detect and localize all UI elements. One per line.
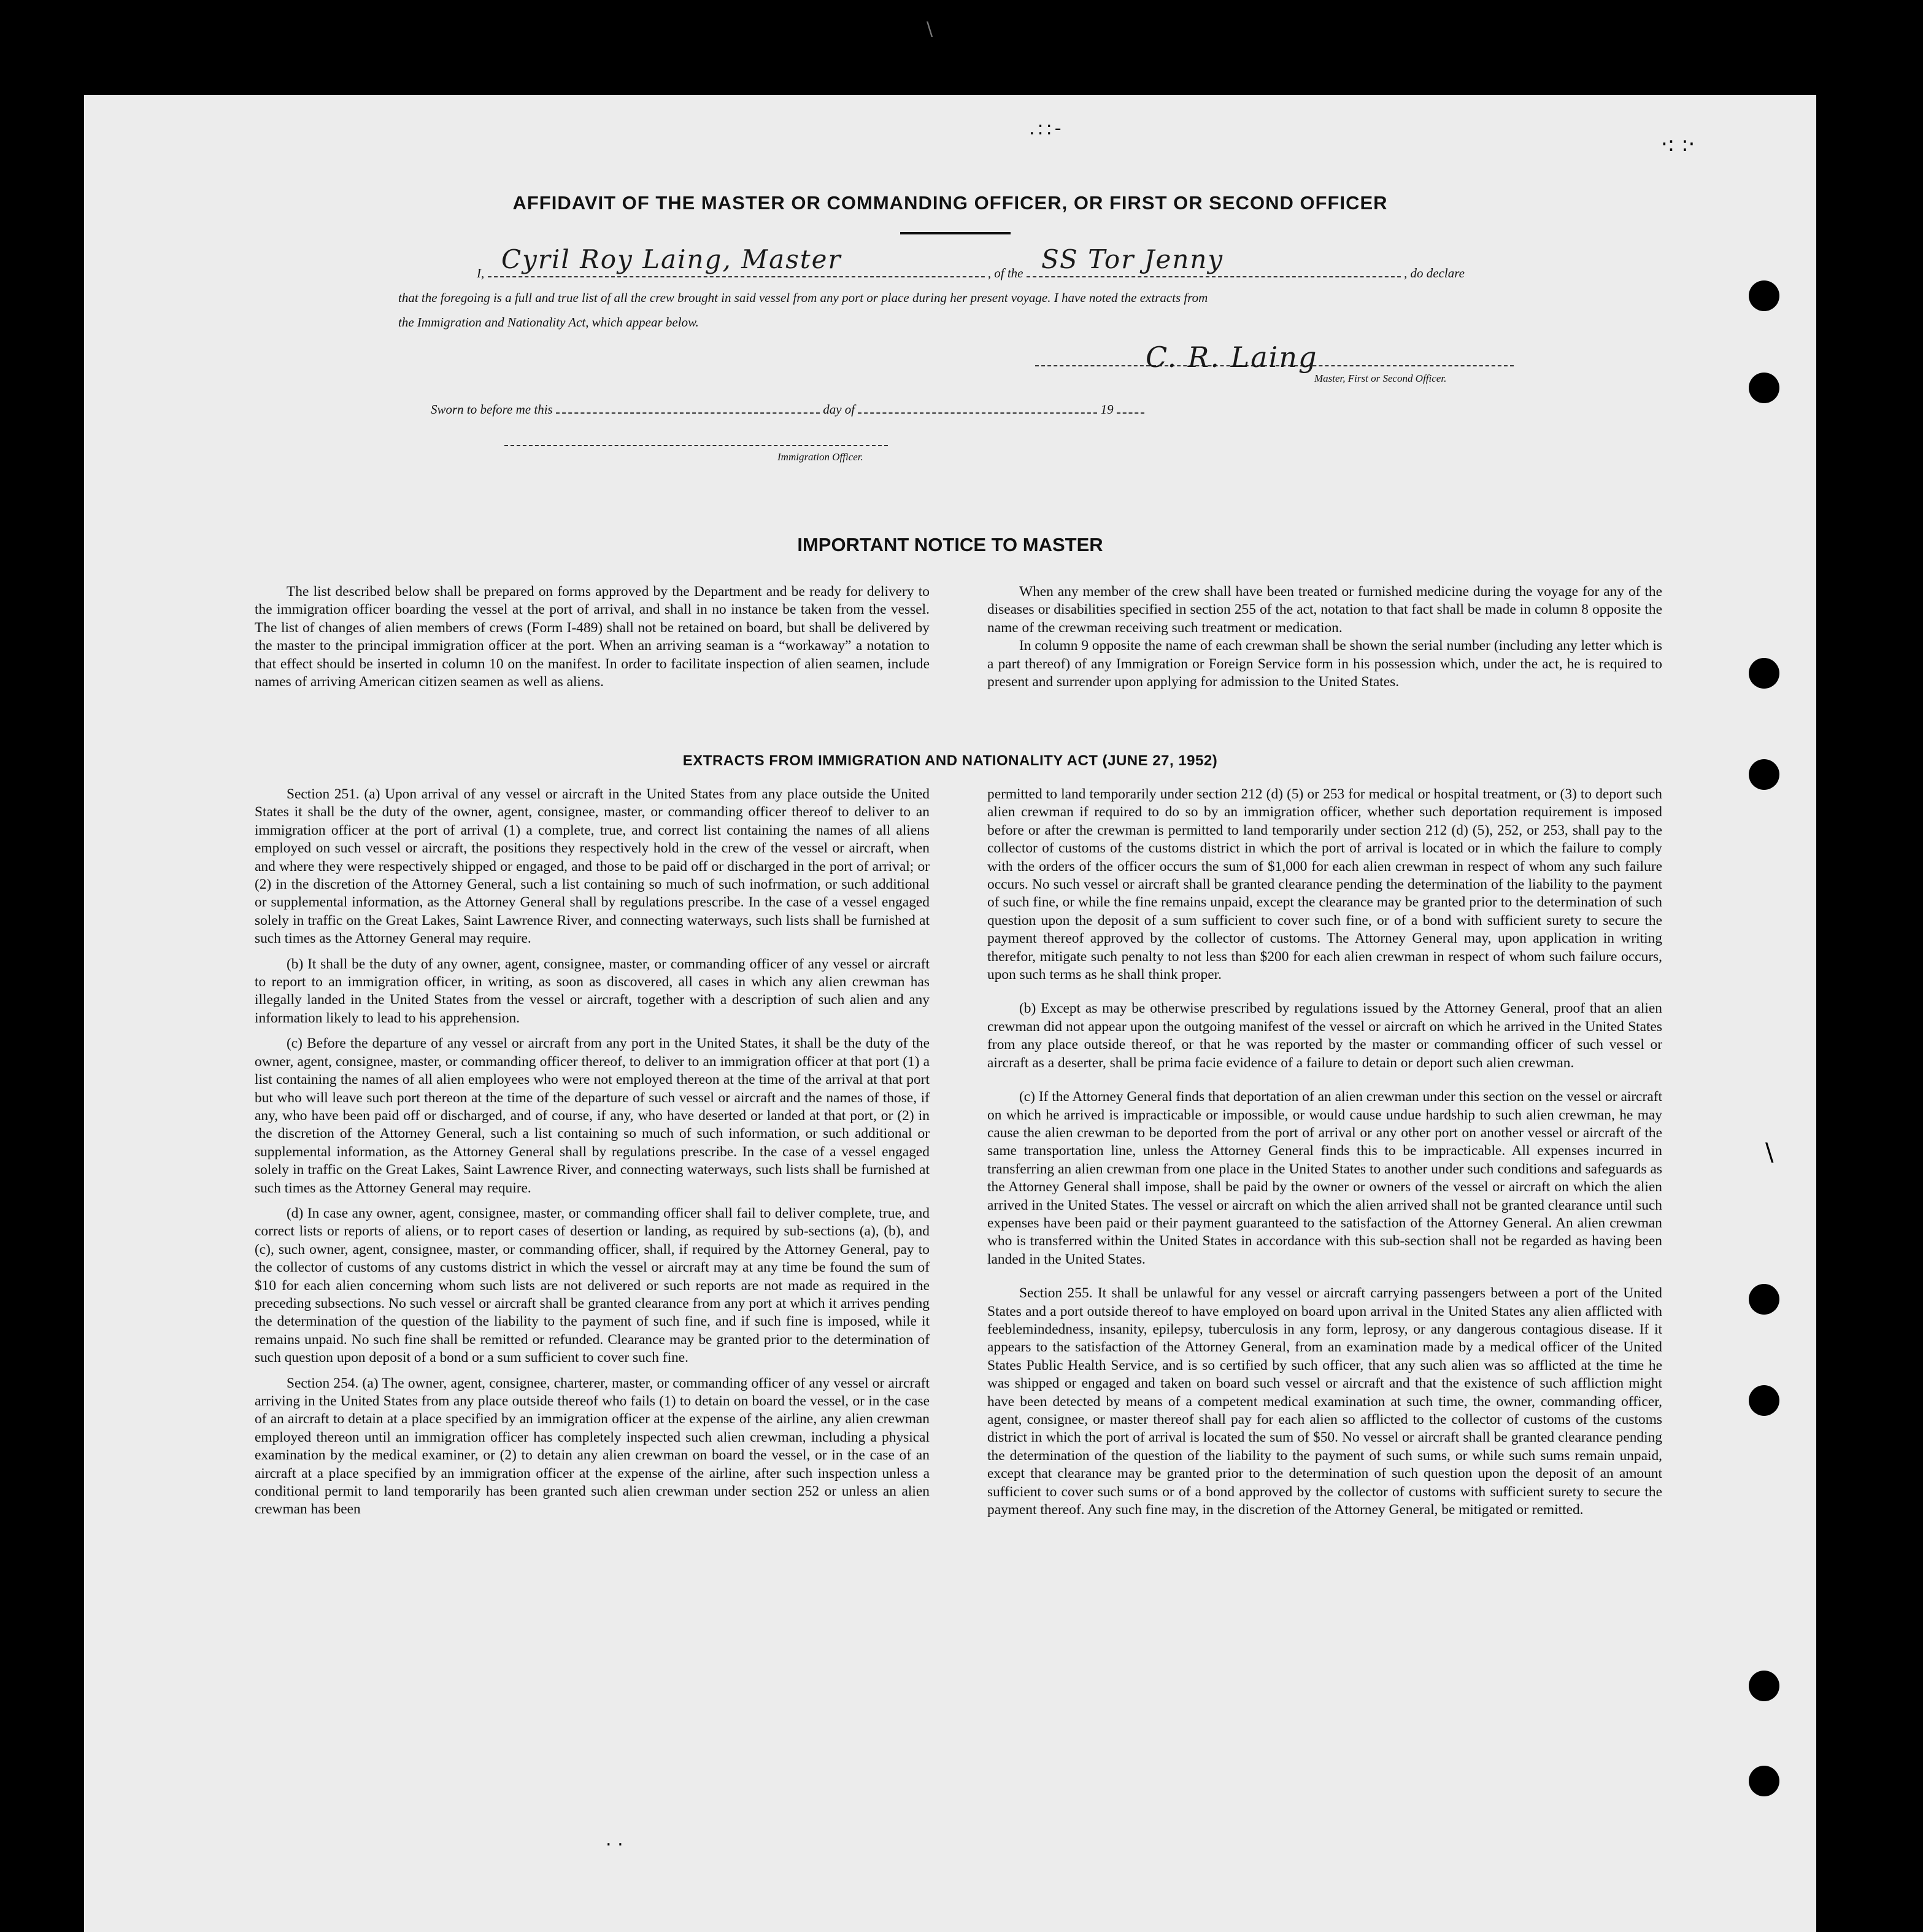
affidavit-line-2: that the foregoing is a full and true list of all the crew brought in said vessel from any port or place during her present voyage. I have noted the extracts from bbox=[398, 290, 1208, 305]
stray-mark: \ bbox=[927, 18, 933, 40]
notice-title: IMPORTANT NOTICE TO MASTER bbox=[797, 534, 1103, 555]
handwritten-master-name: Cyril Roy Laing, Master bbox=[501, 244, 842, 274]
punch-hole bbox=[1749, 1766, 1779, 1796]
extracts-left-column bbox=[255, 786, 930, 1519]
master-signature: C. R. Laing bbox=[1146, 341, 1318, 374]
extract-paragraph: Section 254. (a) The owner, agent, consignee, charterer, master, or commanding officer of any vessel or aircraft arriving in the United States from any place outside thereof who fails (1) to detain on board the vessel, or in the case of an aircraft to detain at a place specified by an immigration officer at the expense of the airline, any alien crewman employed thereon until an immigration officer has completely inspected such alien crewman, including a physical examination by the medical examiner, or (2) to detain any alien crewman on board the vessel, or in the case of an aircraft at a place specified by an immigration officer at the expense of the airline, after such inspection unless a conditional permit to land temporarily has been granted such alien crewman under section 252 or unless an alien crewman has been bbox=[255, 1375, 930, 1518]
notice-right-column bbox=[987, 583, 1662, 691]
extract-paragraph: (b) Except as may be otherwise prescribed by regulations issued by the Attorney General, proof that an alien crewman did not appear upon the outgoing manifest of the vessel or aircraft on which he arrived in the United States from any place outside thereof, or that he was reported by the master or commanding officer of such vessel or aircraft as a deserter, shall be prima facie evidence of a failure to detain or deport such alien crewman. bbox=[987, 1000, 1662, 1071]
stray-mark: \ bbox=[1765, 1138, 1774, 1167]
punch-hole bbox=[1749, 280, 1779, 311]
document-page bbox=[84, 95, 1816, 1932]
notice-right-paragraph-1: When any member of the crew shall have been treated or furnished medicine during the voyage for any of the diseases or disabilities specified in section 255 of the act, notation to that fact shall be made in column 8 opposite the name of the crewman receiving such treatment or medication. bbox=[987, 584, 1662, 636]
extract-paragraph: (c) Before the departure of any vessel or aircraft from any port in the United States, it shall be the duty of the owner, agent, consignee, master, or commanding officer thereof, to deliver to an immigration officer at that port (1) a list containing the names of all alien employees who were not employed thereon at the time of the arrival at that port but who will leave such port thereon at the time of the departure of such vessel or aircraft and the names of those, if any, who have been paid off or discharged, and of course, if any, who have deserted or landed at that port, or (2) in the discretion of the Attorney General, such a list containing so much of such information, or such additional or supplemental information, as the Attorney General shall by regulations prescribe. In the case of a vessel engaged solely in traffic on the Great Lakes, Saint Lawrence River, and connecting waterways, such lists shall be furnished at such times as the Attorney General may require. bbox=[255, 1035, 930, 1196]
extracts-right-column bbox=[987, 786, 1662, 1519]
extract-paragraph: Section 251. (a) Upon arrival of any vessel or aircraft in the United States from any place outside the United States it shall be the duty of the owner, agent, consignee, master, or commanding officer thereof to deliver to an immigration officer at the port of arrival (1) a complete, true, and correct list containing the names of all aliens employed on such vessel or aircraft, the positions they respectively hold in the crew of the vessel or aircraft, when and where they were respectively shipped or engaged, and those to be paid off or discharged in the port of arrival; or (2) in the discretion of the Attorney General, such a list containing so much of such inofrmation, or such additional or supplemental information, as the Attorney General shall by regulations prescribe. In the case of a vessel engaged solely in traffic on the Great Lakes, Saint Lawrence River, and connecting waterways, such lists shall be furnished at such times as the Attorney General may require. bbox=[255, 786, 930, 947]
stray-mark: .::- bbox=[1029, 118, 1064, 139]
affidavit-line-1: I, , of the , do declare bbox=[477, 264, 1465, 281]
officer-caption: Immigration Officer. bbox=[777, 451, 863, 463]
officer-signature-line bbox=[504, 445, 888, 446]
stray-mark: . . bbox=[606, 1829, 623, 1850]
notice-right-paragraph-2: In column 9 opposite the name of each crewman shall be shown the serial number (including any letter which is a part thereof) of any Immigration or Foreign Service form in his possession which, under the act, he is required to present and surrender upon applying for admission to the United States. bbox=[987, 638, 1662, 690]
affidavit-title: AFFIDAVIT OF THE MASTER OR COMMANDING OFFICER, OR FIRST OR SECOND OFFICER bbox=[512, 192, 1388, 214]
signature-caption: Master, First or Second Officer. bbox=[1314, 373, 1447, 384]
extract-paragraph: (c) If the Attorney General finds that deportation of an alien crewman under this section on the vessel or aircraft on which he arrived is impracticable or impossible, or would cause undue hardship to such alien crewman, he may cause the alien crewman to be deported from the port of arrival or any other port on another vessel or aircraft of the same transportation line, unless the Attorney General finds this to be impracticable. All expenses incurred in transferring an alien crewman from one place in the United States to another under such conditions and safeguards as the Attorney General shall impose, shall be paid by the owner or owners of the vessel or aircraft on which the alien arrived in the United States. The vessel or aircraft on which the alien arrived shall not be granted clearance until such expenses have been paid or their payment guaranteed to the satisfaction of the Attorney General. An alien crewman who is transferred within the United States in accordance with this sub-section shall not be regarded as having been landed in the United States. bbox=[987, 1089, 1662, 1267]
stray-mark: ·: :· bbox=[1661, 132, 1695, 156]
affidavit-line-3: the Immigration and Nationality Act, which appear below. bbox=[398, 315, 699, 330]
punch-hole bbox=[1749, 658, 1779, 689]
notice-left-column bbox=[255, 583, 930, 691]
extract-paragraph: (d) In case any owner, agent, consignee, master, or commanding officer shall fail to deliver complete, true, and correct lists or reports of aliens, or to report cases of desertion or landing, as required by sub-sections (a), (b), and (c), such owner, agent, consignee, master, or commanding officer, shall, if required by the Attorney General, pay to the collector of customs of any customs district in which the vessel or aircraft may at any time be found the sum of $10 for each alien concerning whom such lists are not delivered or such reports are not made as required in the preceding subsections. No such vessel or aircraft shall be granted clearance from any port at which it arrives pending the determination of the question of the liability to the payment of such fine, and if such fine is imposed, while it remains unpaid. No such fine shall be remitted or refunded. Clearance may be granted prior to the determination of such question upon deposit of a bond or a sum sufficient to cover such fine. bbox=[255, 1205, 930, 1366]
extract-paragraph: Section 255. It shall be unlawful for any vessel or aircraft carrying passengers between a port of the United States and a port outside thereof to have employed on board upon arrival in the United States any alien afflicted with feeblemindedness, insanity, epilepsy, tuberculosis in any form, leprosy, or any dangerous contagious disease. If it appears to the satisfaction of the Attorney General, from an examination made by a medical officer of the United States Public Health Service, and is so certified by such officer, that any such alien was so afflicted at the time he was shipped or engaged and taken on board such vessel or aircraft and that the existence of such affliction might have been detected by means of a competent medical examination at such time, the owner, commanding officer, agent, consignee, or master thereof shall pay for each alien so afflicted to the collector of customs of the customs district in which the port of arrival is located the sum of $50. No vessel or aircraft shall be granted clearance pending the determination of the question of the liability to the payment of such sums, or while such sums remain unpaid, except that clearance may be granted prior to the determination of such question upon the deposit of an amount sufficient to cover such sums or of a bond approved by the collector of customs with sufficient surety to secure the payment thereof. Any such fine may, in the discretion of the Attorney General, be mitigated or remitted. bbox=[987, 1285, 1662, 1518]
handwritten-vessel-name: SS Tor Jenny bbox=[1041, 244, 1224, 274]
extracts-title: EXTRACTS FROM IMMIGRATION AND NATIONALITY ACT (JUNE 27, 1952) bbox=[682, 752, 1218, 769]
punch-hole bbox=[1749, 1385, 1779, 1416]
sworn-line: Sworn to before me this day of 19 bbox=[431, 400, 1144, 417]
notice-left-paragraph: The list described below shall be prepared on forms approved by the Department and be ready for delivery to the immigration officer boarding the vessel at the port of arrival, and shall in no instance be taken from the vessel. The list of changes of alien members of crews (Form I-489) shall not be retained on board, but shall be delivered by the master to the principal immigration officer at the port. When an arriving seaman is a “workaway” a notation to that effect should be inserted in column 10 on the manifest. In order to facilitate inspection of alien seamen, include names of arriving American citizen seamen as well as aliens. bbox=[255, 584, 930, 690]
punch-hole bbox=[1749, 1284, 1779, 1315]
extract-paragraph: permitted to land temporarily under section 212 (d) (5) or 253 for medical or hospital treatment, or (3) to deport such alien crewman if required to do so by an immigration officer, whether such deportation requirement is imposed before or after the crewman is permitted to land temporarily under section 212 (d) (5), 252, or 253, shall pay to the collector of customs of the customs district in which the port of arrival is located or in which the failure to comply with the orders of the officer occurs the sum of $1,000 for each alien crewman in respect of whom any such failure occurs. No such vessel or aircraft shall be granted clearance pending the determination of the liability to the payment of such fine, or while the fine remains unpaid, except the clearance may be granted prior to the determination of such question upon the deposit of a sum sufficient to cover such fine, or of a bond with sufficient surety to secure the payment thereof approved by the collector of customs. The Attorney General may, upon application in writing therefor, mitigate such penalty to not less than $200 for each alien crewman in respect of whom such failure occurs, upon such terms as he shall think proper. bbox=[987, 786, 1662, 983]
punch-hole bbox=[1749, 1671, 1779, 1701]
punch-hole bbox=[1749, 373, 1779, 403]
extract-paragraph: (b) It shall be the duty of any owner, agent, consignee, master, or commanding officer of any vessel or aircraft to report to an immigration officer, in writing, as soon as discovered, all cases in which any alien crewman has illegally landed in the United States from the vessel or aircraft, together with a description of such alien and any information likely to lead to his apprehension. bbox=[255, 956, 930, 1026]
title-underline bbox=[900, 232, 1011, 234]
punch-hole bbox=[1749, 759, 1779, 790]
